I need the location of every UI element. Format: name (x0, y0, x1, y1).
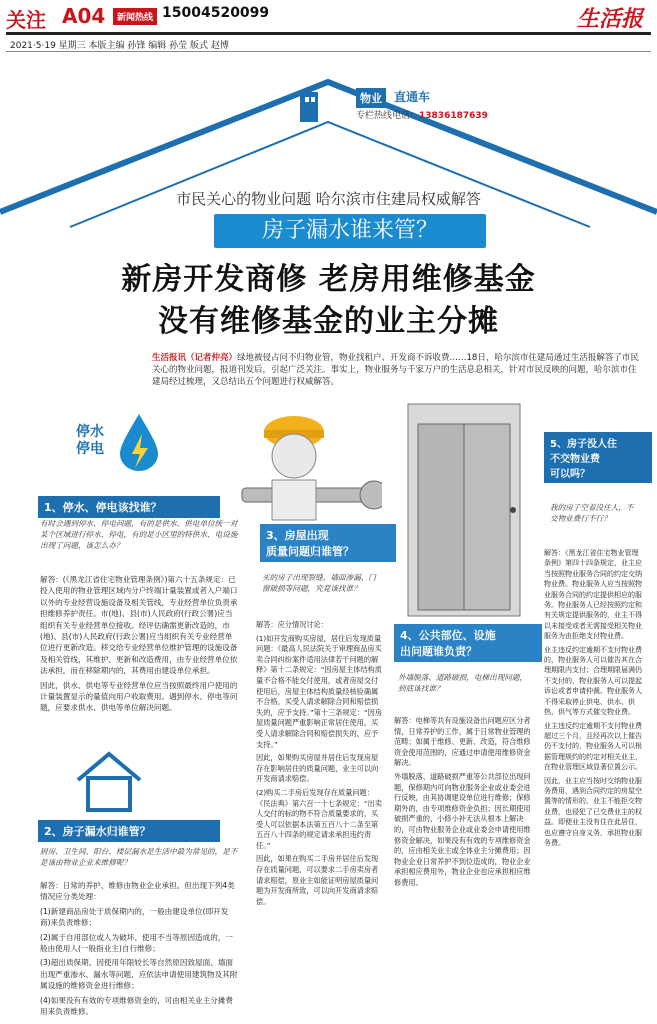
page-number: A04 (62, 4, 106, 28)
s3-body: 解答：应分情况讨论： (1)如开发商购买房屋，居住后发现质量问题：《最高人民法院关于审理商品房买卖合同纠纷案件适用法律若干问题的解释》第十二条规定：“因房屋主体结构质量不合格不能交付使用，或者房屋交付使用后，房屋主体结构质量经核验确属不合格，买受人请求解除合同和赔偿损失的，应予支持。”第十三条规定：“因房屋质量问题严重影响正常居住使用，买受人请求解除合同和赔偿损失的，应予支持。” 因此，如果购买房屋并居住后发现房屋存在影响居住的质量问题，业主可以向开发商请求赔偿。 (2)购买二手房后发现存在质量问题：《民法典》第六百一十七条规定：“出卖人交付的标的物不符合质量要求的，买受人可以依据本法第五百八十二条至第五百八十四条的规定请求承担违约责任。” 因此，如果在购买二手房并居住后发现存在质量问题，可以要求二手房卖房者请求赔偿，原业主如能证明房屋质量问题为开发商所致，可以向开发商请求赔偿。 (256, 620, 383, 906)
s1-question: 有时会遇到停水、停电问题，有的是供水、供电单位统一对某个区域进行停水、停电，有的是小区里的特供水、电设施出现了问题，该怎么办？ (40, 519, 238, 550)
newspaper-logo: 生活报 (576, 6, 643, 32)
s1-body: 解答：(《黑龙江省住宅物业管理条例》)第六十五条规定：已投入使用的物业管理区域内分户终端计量装置或者入户端口以外的专业经营设施设备及相关管线，专业经营单位负责承担维修养护责任。市(地)、县(市)人民政府(行政公署)应当组织有关专业经营单位接收。经评估确需更新改造的，市(地)、县(市)人民政府(行政公署)应当组织有关专业经营单位进行更新改造。移交给专业经营单位维护管理的设施设备及相关管线，其维护、更新和改造费用，由专业经营单位依法承担，而在移除期内的，其费用由建设单位承担。 因此，供水、供电等专业经营单位应当按照最终用户使用的计量装置显示的量值向用户收取费用。遇到停水、停电等问题，应要求供水、供电等单位解决问题。 (40, 575, 238, 713)
issue-meta: 2021·5·19 星期三 本版主编 孙锋 编辑 孙莹 版式 赵博 (10, 41, 229, 51)
s5-question: 我的房子空着没住人，不交物业费行不行？ (550, 503, 634, 523)
s1-title: 1、停水、停电该找谁？ (38, 496, 220, 518)
water-power-label: 停水 停电 (76, 424, 104, 457)
s4-title: 4、公共部位、设施 出问题谁负责？ (394, 624, 542, 662)
hotline-number: 15004520099 (162, 5, 270, 21)
column-hotline: 专栏热线电话：13836187639 (356, 111, 488, 121)
elevator-illustration (404, 400, 524, 620)
s2-item: (1)新建商品房处于质保期内的，一般由建设单位(即开发商)来负责维修； (40, 906, 229, 928)
s4-body: 解答：电梯等共有设施设备出问题应区分者情，日常养护的工作，属于日常物业管理的范畴；如属于维修、更新、改造，符合维修资金使用范围的，应通过申请使用维修资金解决。 外墙脱落、道路破损严重等公共部位出现问题，保修期内可向物业服务企业或业委会进行反映，由其协调建设单位进行维修；保修期外的，由专项维修资金负担；因长期使用破损严重的，小修小补无法从根本上解决的，可由物业服务企业或业委会申请使用维修资金解决，如果没有有效的专项维修资金的，应由相关业主或全体业主分摊费用；因物业企业日常养护不到位造成的，物业企业承担相应费用外，物业企业也应承担相应维修费用。 (394, 716, 531, 887)
s2-item: (3)超出质保期、因使用年限较长等自然原因致屋面、墙面出现严重渗水、漏水等问题，应依法申请使用建筑物及其附属设施的维修资金进行维修； (40, 958, 238, 991)
headline-sub: 没有维修基金的业主分摊 (158, 304, 499, 339)
s5-body: 解答：《黑龙江省住宅物业管理条例》第四十四条规定，业主应当按照物业服务合同的约定交纳物业费。物业服务人应当按照物业服务合同的约定提供相应的服务。物业服务人已经按照约定和有关规定提供服务的，业主不得以未接受或者无需接受相关物业服务为由拒绝支付物业费。 业主违反约定逾期不支付物业费的，物业服务人可以催告其在合理期限内支付；合理期限届满仍不支付的，物业服务人可以提起诉讼或者申请仲裁。物业服务人不得采取停止供电、供水、供热、供气等方式催交物业费。 业主违反约定逾期不支付物业费超过三个月，且经再次以上催告仍不支付的，物业服务人可以根据管理规约的约定对相关业主，在物业管理区域显著位置公示。 因此，业主应当按时交纳物业服务费用，遇到合同约定的房屋空置等的情形的，业主不能拒交物业费，也侵犯了已交费业主的权益。即便业主没有住在此居住，也应遵守自身义务，承担物业服务费。 (544, 549, 642, 847)
s3-title: 3、房屋出现 质量问题归谁管？ (260, 524, 396, 562)
column-tag: 物业 (356, 88, 386, 108)
s2-question: 厨房、卫生间、阳台、楼层漏水是生活中最为常见的，是不是该由物业企业来维修呢？ (40, 847, 238, 867)
s4-question: 外墙脱落、道路破损，电梯出现问题，到底该找谁？ (398, 673, 528, 693)
s2-item: (2)属于自用部位或人为破坏、使用不当等原因造成的，一般由使用人(一般指业主)自行维修； (40, 932, 234, 954)
worker-wrench-icon (232, 392, 382, 522)
lead-paragraph: 生活报讯（记者仲亮）绿地被侵占问不归物业管，物业找租户、开发商不诉收费……18日，哈尔滨市住建局通过生活报解答了市民关心的物业问题，报道刊发后，引起广泛关注。事实上，物业服务与千家万户的生活息息相关，针对市民反映的问题，哈尔滨市住建局经过梳理，又总结出五个问题进行权威解答。 (152, 353, 639, 387)
section-title: 关注 (6, 8, 46, 32)
column-name: 直通车 (394, 90, 431, 104)
headline-main: 新房开发商修 老房用维修基金 (121, 262, 536, 297)
header-rule (6, 32, 651, 35)
s2-item: (4)如果没有有效的专项维修资金的，可由相关业主分摊费用来负责维修。 (40, 995, 234, 1017)
water-drop-icon (116, 412, 162, 472)
s5-title: 5、房子没人住 不交物业费 可以吗？ (544, 432, 652, 483)
house-icon (74, 750, 144, 814)
question-banner: 房子漏水谁来管？ (214, 214, 486, 248)
s2-title: 2、房子漏水归谁管？ (38, 820, 220, 842)
kicker: 市民关心的物业问题 哈尔滨市住建局权威解答 (176, 190, 481, 208)
hotline-label: 新闻热线 (113, 8, 157, 25)
s3-question: 买的房子出现裂缝、墙面渗漏、门窗破损等问题，究竟该找谁？ (262, 573, 376, 593)
s2-body: 解答：日常的养护、维修由物业企业承担。但出现下列4类情况应分类处理： (1)新建商品房处于质保期内的，一般由建设单位(即开发商)来负责维修； (2)属于自用部位或人为破坏、使用不当等原因造成的，一般由使用人(一般指业主)自行维修； (3)超出质保期、因使用年限较长等自然原因致屋面、墙面出现严重渗水、漏水等问题，应依法申请使用建筑物及其附属设施的维修资金进行维修； (4)如果没有有效的专项维修资金的，可由相关业主分摊费用来负责维修。 (40, 881, 238, 1017)
